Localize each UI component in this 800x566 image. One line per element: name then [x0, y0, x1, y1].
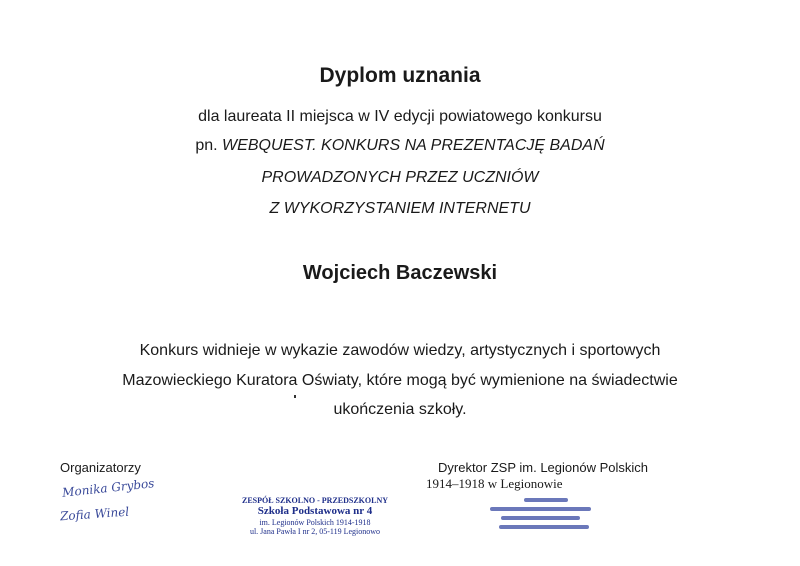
- director-stamp-mark: [490, 507, 591, 511]
- organizer-signature-2: Zofia Winel: [59, 504, 130, 524]
- contest-name-part-1: WEBQUEST. KONKURS NA PREZENTACJĘ BADAŃ: [222, 137, 605, 154]
- stamp-line-1: ZESPÓŁ SZKOLNO - PRZEDSZKOLNY: [241, 496, 389, 505]
- award-line: dla laureata II miejsca w IV edycji powiatowego konkursu: [198, 108, 602, 125]
- body-text-line-2: Mazowieckiego Kuratora Oświaty, które mogą być wymienione na świadectwie: [122, 372, 678, 389]
- contest-name-line-3: Z WYKORZYSTANIEM INTERNETU: [269, 200, 531, 217]
- school-stamp: [230, 496, 400, 536]
- director-stamp-mark: [524, 498, 569, 502]
- director-stamp-mark: [499, 525, 589, 529]
- stamp-line-4: ul. Jana Pawła I nr 2, 05-119 Legionowo: [249, 527, 381, 537]
- body-text-line-1: Konkurs widnieje w wykazie zawodów wiedzy, artystycznych i sportowych: [139, 342, 661, 359]
- organizers-label: Organizatorzy: [60, 460, 141, 475]
- recipient-name: Wojciech Baczewski: [302, 262, 498, 284]
- director-title: Dyrektor ZSP im. Legionów Polskich: [438, 460, 649, 475]
- director-school: 1914–1918 w Legionowie: [426, 476, 563, 491]
- director-block: [426, 460, 648, 492]
- stamp-line-2: Szkoła Podstawowa nr 4: [257, 505, 373, 518]
- contest-name-line-1: [0, 137, 800, 155]
- ink-speck: [294, 395, 296, 398]
- director-stamp-mark: [501, 516, 579, 520]
- director-stamp: [490, 493, 602, 534]
- body-text-line-3: ukończenia szkoły.: [333, 401, 467, 418]
- organizer-signature-1: Monika Grybos: [61, 476, 155, 500]
- contest-name-line-2: PROWADZONYCH PRZEZ UCZNIÓW: [261, 169, 539, 186]
- diploma-title: Dyplom uznania: [319, 64, 481, 87]
- stamp-line-3: im. Legionów Polskich 1914-1918: [259, 517, 371, 527]
- contest-prefix: pn.: [195, 137, 223, 154]
